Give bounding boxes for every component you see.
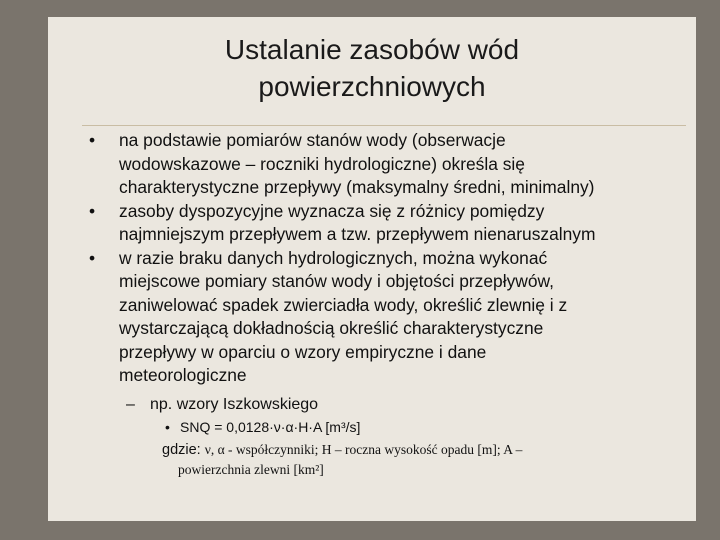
bullet-line: wodowskazowe – roczniki hydrologiczne) określa się [119,153,525,174]
bullet-line: w razie braku danych hydrologicznych, można wykonać [119,247,548,268]
formula-legend-line-1: ν, α - współczynniki; H – roczna wysokość opadu [m]; A – [204,441,523,457]
formula-text: SNQ = 0,0128·ν·α·H·A [m³/s] [180,418,361,435]
bullet-marker: • [89,200,96,221]
bullet-line: charakterystyczne przepływy (maksymalny średni, minimalny) [119,177,595,197]
bullet-line: wystarczającą dokładnością określić charakterystyczne [119,318,544,338]
sub-bullet-text: np. wzory Iszkowskiego [150,395,319,413]
formula-bullet-marker: • [165,418,170,435]
title-divider [82,125,686,126]
bullet-line: najmniejszym przepływem a tzw. przepływem nienaruszalnym [119,224,596,244]
formula-legend [48,440,696,480]
bullet-line: zaniwelować spadek zwierciadła wody, określić zlewnię i z [119,294,568,315]
bullet-line: miejscowe pomiary stanów wody i objętości przepływów, [119,271,554,291]
formula-legend-line-2: powierzchnia zlewni [km²] [178,461,324,477]
formula-bullet [48,418,696,437]
bullet-marker: • [89,247,96,268]
slide-title [48,31,696,105]
bullet-item [48,129,696,200]
sub-bullet-marker: – [126,395,135,413]
bullet-line: na podstawie pomiarów stanów wody (obserwacje [119,130,506,150]
slide [48,17,696,521]
formula-legend-label: gdzie: [162,441,205,458]
bullet-item [48,247,696,388]
bullet-line: przepływy w oparciu o wzory empiryczne i dane [119,341,487,362]
slide-content [48,129,696,480]
bullet-line: meteorologiczne [119,365,247,385]
bullet-item [48,200,696,247]
title-line-1: Ustalanie zasobów wód [224,34,520,65]
sub-bullet [48,394,696,415]
bullet-marker: • [89,130,96,150]
bullet-line: zasoby dyspozycyjne wyznacza się z różnicy pomiędzy [119,200,545,221]
title-line-2: powierzchniowych [258,71,486,102]
